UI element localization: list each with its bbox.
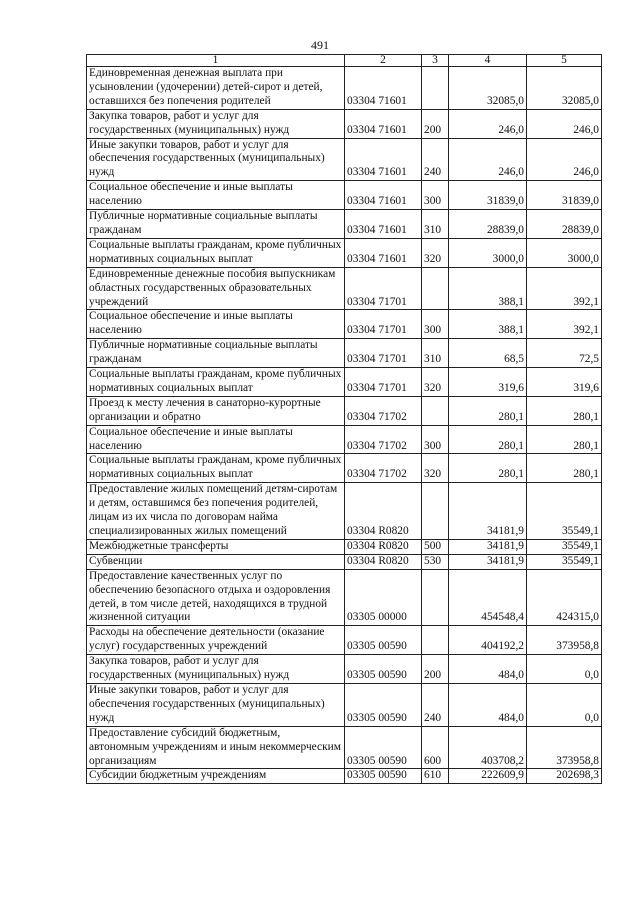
item-name: Закупка товаров, работ и услуг для государственных (муниципальных) нужд bbox=[87, 109, 345, 138]
expense-type: 610 bbox=[422, 769, 449, 784]
amount-col-4: 246,0 bbox=[449, 138, 527, 181]
amount-col-4: 319,6 bbox=[449, 368, 527, 397]
expense-type: 500 bbox=[422, 539, 449, 554]
amount-col-4: 388,1 bbox=[449, 310, 527, 339]
table-row bbox=[87, 238, 602, 267]
amount-col-5: 280,1 bbox=[527, 396, 602, 425]
table-row bbox=[87, 769, 602, 784]
amount-col-5: 35549,1 bbox=[527, 539, 602, 554]
item-name: Единовременная денежная выплата при усыновлении (удочерении) детей-сирот и детей, оставшихся без попечения родителей bbox=[87, 67, 345, 110]
item-name: Иные закупки товаров, работ и услуг для обеспечения государственных (муниципальных) нужд bbox=[87, 683, 345, 726]
amount-col-5: 0,0 bbox=[527, 683, 602, 726]
item-name: Иные закупки товаров, работ и услуг для обеспечения государственных (муниципальных) нужд bbox=[87, 138, 345, 181]
item-name: Закупка товаров, работ и услуг для государственных (муниципальных) нужд bbox=[87, 655, 345, 684]
amount-col-4: 34181,9 bbox=[449, 554, 527, 569]
item-code: 03304 71702 bbox=[345, 425, 422, 454]
amount-col-4: 246,0 bbox=[449, 109, 527, 138]
table-body bbox=[87, 67, 602, 784]
item-code: 03305 00000 bbox=[345, 569, 422, 626]
amount-col-5: 280,1 bbox=[527, 454, 602, 483]
expense-type: 530 bbox=[422, 554, 449, 569]
amount-col-5: 246,0 bbox=[527, 138, 602, 181]
table-row bbox=[87, 655, 602, 684]
amount-col-5: 72,5 bbox=[527, 339, 602, 368]
header-col-5: 5 bbox=[527, 55, 602, 67]
amount-col-5: 373958,8 bbox=[527, 626, 602, 655]
expense-type bbox=[422, 267, 449, 310]
amount-col-4: 454548,4 bbox=[449, 569, 527, 626]
table-row bbox=[87, 210, 602, 239]
item-name: Социальное обеспечение и иные выплаты населению bbox=[87, 425, 345, 454]
expense-type: 300 bbox=[422, 310, 449, 339]
amount-col-5: 319,6 bbox=[527, 368, 602, 397]
item-name: Предоставление субсидий бюджетным, автономным учреждениям и иным некоммерческим организациям bbox=[87, 726, 345, 769]
amount-col-4: 388,1 bbox=[449, 267, 527, 310]
expense-type bbox=[422, 396, 449, 425]
table-row bbox=[87, 454, 602, 483]
amount-col-4: 404192,2 bbox=[449, 626, 527, 655]
expense-type: 240 bbox=[422, 138, 449, 181]
table-row bbox=[87, 626, 602, 655]
item-code: 03305 00590 bbox=[345, 655, 422, 684]
table-row bbox=[87, 109, 602, 138]
item-code: 03304 71601 bbox=[345, 210, 422, 239]
table-row bbox=[87, 539, 602, 554]
item-name: Предоставление качественных услуг по обеспечению безопасного отдыха и оздоровления детей, в том числе детей, находящихся в трудной жизненной ситуации bbox=[87, 569, 345, 626]
amount-col-4: 484,0 bbox=[449, 683, 527, 726]
item-code: 03304 71601 bbox=[345, 138, 422, 181]
page-number: 491 bbox=[311, 38, 329, 52]
header-col-3: 3 bbox=[422, 55, 449, 67]
expense-type bbox=[422, 483, 449, 540]
item-name: Предоставление жилых помещений детям-сиротам и детям, оставшимся без попечения родителей, лицам из их числа по договорам найма специализированных жилых помещений bbox=[87, 483, 345, 540]
item-name: Социальное обеспечение и иные выплаты населению bbox=[87, 310, 345, 339]
expense-type: 300 bbox=[422, 425, 449, 454]
table-row bbox=[87, 267, 602, 310]
item-code: 03304 71701 bbox=[345, 267, 422, 310]
table-row bbox=[87, 138, 602, 181]
item-name: Субсидии бюджетным учреждениям bbox=[87, 769, 345, 784]
expense-type bbox=[422, 626, 449, 655]
expense-type: 320 bbox=[422, 238, 449, 267]
amount-col-5: 28839,0 bbox=[527, 210, 602, 239]
amount-col-4: 34181,9 bbox=[449, 539, 527, 554]
expense-type: 240 bbox=[422, 683, 449, 726]
item-code: 03305 00590 bbox=[345, 726, 422, 769]
item-code: 03304 R0820 bbox=[345, 483, 422, 540]
amount-col-5: 32085,0 bbox=[527, 67, 602, 110]
header-col-4: 4 bbox=[449, 55, 527, 67]
expense-type: 200 bbox=[422, 109, 449, 138]
amount-col-5: 280,1 bbox=[527, 425, 602, 454]
amount-col-5: 35549,1 bbox=[527, 483, 602, 540]
amount-col-4: 484,0 bbox=[449, 655, 527, 684]
budget-table bbox=[86, 54, 602, 784]
expense-type: 600 bbox=[422, 726, 449, 769]
amount-col-4: 280,1 bbox=[449, 454, 527, 483]
amount-col-4: 34181,9 bbox=[449, 483, 527, 540]
item-name: Социальное обеспечение и иные выплаты населению bbox=[87, 181, 345, 210]
item-code: 03304 71701 bbox=[345, 339, 422, 368]
item-code: 03304 71601 bbox=[345, 67, 422, 110]
item-code: 03304 71702 bbox=[345, 454, 422, 483]
table-row bbox=[87, 683, 602, 726]
expense-type: 310 bbox=[422, 210, 449, 239]
header-col-2: 2 bbox=[345, 55, 422, 67]
item-name: Социальные выплаты гражданам, кроме публичных нормативных социальных выплат bbox=[87, 368, 345, 397]
table-row bbox=[87, 425, 602, 454]
table-row bbox=[87, 339, 602, 368]
amount-col-4: 32085,0 bbox=[449, 67, 527, 110]
amount-col-4: 222609,9 bbox=[449, 769, 527, 784]
header-row bbox=[87, 55, 602, 67]
item-code: 03304 R0820 bbox=[345, 554, 422, 569]
table-row bbox=[87, 368, 602, 397]
table-row bbox=[87, 726, 602, 769]
table-row bbox=[87, 67, 602, 110]
amount-col-5: 35549,1 bbox=[527, 554, 602, 569]
amount-col-5: 0,0 bbox=[527, 655, 602, 684]
item-code: 03304 71701 bbox=[345, 368, 422, 397]
item-code: 03304 71701 bbox=[345, 310, 422, 339]
expense-type: 320 bbox=[422, 454, 449, 483]
table-row bbox=[87, 181, 602, 210]
item-name: Межбюджетные трансферты bbox=[87, 539, 345, 554]
table-row bbox=[87, 396, 602, 425]
item-name: Социальные выплаты гражданам, кроме публичных нормативных социальных выплат bbox=[87, 454, 345, 483]
amount-col-5: 3000,0 bbox=[527, 238, 602, 267]
expense-type bbox=[422, 569, 449, 626]
item-name: Публичные нормативные социальные выплаты гражданам bbox=[87, 339, 345, 368]
amount-col-4: 403708,2 bbox=[449, 726, 527, 769]
expense-type bbox=[422, 67, 449, 110]
amount-col-5: 392,1 bbox=[527, 267, 602, 310]
item-code: 03304 71702 bbox=[345, 396, 422, 425]
table-row bbox=[87, 554, 602, 569]
amount-col-4: 280,1 bbox=[449, 425, 527, 454]
item-code: 03305 00590 bbox=[345, 683, 422, 726]
expense-type: 310 bbox=[422, 339, 449, 368]
item-name: Субвенции bbox=[87, 554, 345, 569]
amount-col-4: 28839,0 bbox=[449, 210, 527, 239]
item-code: 03305 00590 bbox=[345, 626, 422, 655]
item-code: 03304 71601 bbox=[345, 181, 422, 210]
item-name: Единовременные денежные пособия выпускникам областных государственных образовательных учреждений bbox=[87, 267, 345, 310]
amount-col-4: 68,5 bbox=[449, 339, 527, 368]
amount-col-5: 246,0 bbox=[527, 109, 602, 138]
amount-col-5: 373958,8 bbox=[527, 726, 602, 769]
amount-col-5: 424315,0 bbox=[527, 569, 602, 626]
header-col-1: 1 bbox=[87, 55, 345, 67]
item-code: 03304 71601 bbox=[345, 109, 422, 138]
amount-col-5: 392,1 bbox=[527, 310, 602, 339]
table-row bbox=[87, 483, 602, 540]
item-name: Расходы на обеспечение деятельности (оказание услуг) государственных учреждений bbox=[87, 626, 345, 655]
amount-col-5: 31839,0 bbox=[527, 181, 602, 210]
expense-type: 320 bbox=[422, 368, 449, 397]
item-code: 03304 R0820 bbox=[345, 539, 422, 554]
table-row bbox=[87, 569, 602, 626]
table-row bbox=[87, 310, 602, 339]
amount-col-4: 31839,0 bbox=[449, 181, 527, 210]
expense-type: 300 bbox=[422, 181, 449, 210]
amount-col-4: 280,1 bbox=[449, 396, 527, 425]
amount-col-5: 202698,3 bbox=[527, 769, 602, 784]
item-code: 03304 71601 bbox=[345, 238, 422, 267]
item-name: Публичные нормативные социальные выплаты гражданам bbox=[87, 210, 345, 239]
amount-col-4: 3000,0 bbox=[449, 238, 527, 267]
item-name: Социальные выплаты гражданам, кроме публичных нормативных социальных выплат bbox=[87, 238, 345, 267]
expense-type: 200 bbox=[422, 655, 449, 684]
item-code: 03305 00590 bbox=[345, 769, 422, 784]
item-name: Проезд к месту лечения в санаторно-курортные организации и обратно bbox=[87, 396, 345, 425]
